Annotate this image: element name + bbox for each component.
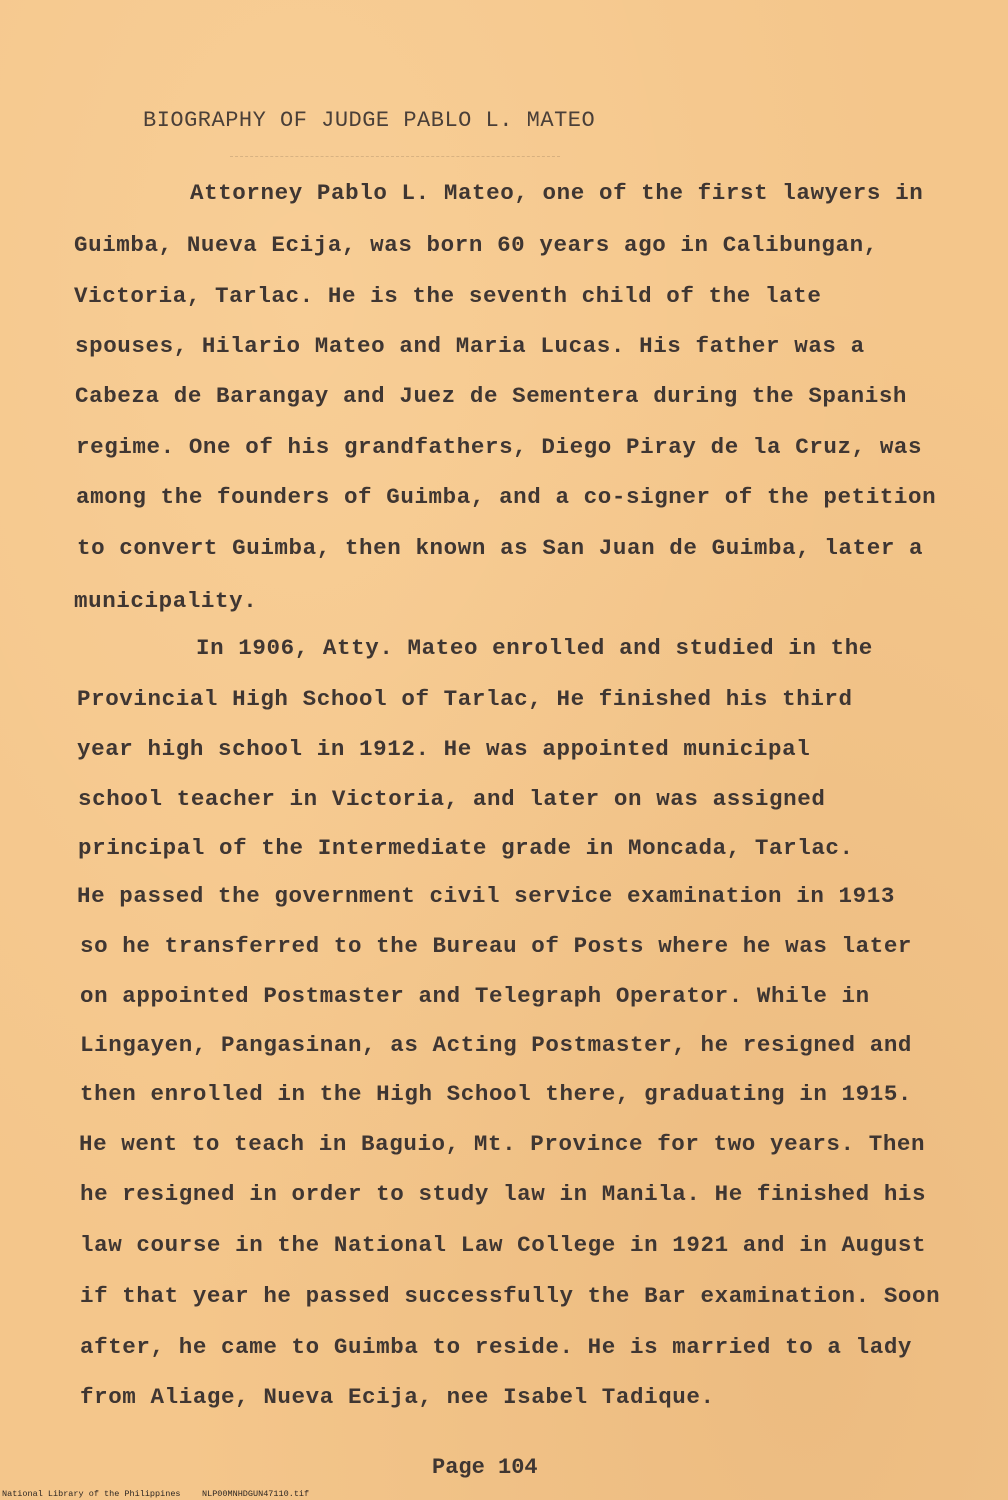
- text-line: He went to teach in Baguio, Mt. Province for two years. Then: [79, 1131, 926, 1157]
- text-line: law course in the National Law College in 1921 and in August: [80, 1232, 927, 1258]
- text-line: In 1906, Atty. Mateo enrolled and studied in the: [196, 635, 873, 661]
- title-underline: [230, 156, 560, 157]
- text-line: so he transferred to the Bureau of Posts where he was later: [80, 933, 913, 959]
- text-line: spouses, Hilario Mateo and Maria Lucas. His father was a: [75, 333, 865, 359]
- text-line: Provincial High School of Tarlac, He finished his third: [77, 686, 853, 712]
- text-line: Guimba, Nueva Ecija, was born 60 years ago in Calibungan,: [74, 232, 878, 258]
- text-line: after, he came to Guimba to reside. He is married to a lady: [80, 1334, 913, 1360]
- text-line: if that year he passed successfully the Bar examination. Soon: [80, 1283, 941, 1309]
- text-line: He passed the government civil service examination in 1913: [77, 883, 895, 909]
- text-line: then enrolled in the High School there, graduating in 1915.: [80, 1081, 913, 1107]
- text-line: regime. One of his grandfathers, Diego Piray de la Cruz, was: [76, 434, 923, 460]
- text-line: year high school in 1912. He was appointed municipal: [77, 736, 811, 762]
- footer-source-label: National Library of the Philippines: [2, 1489, 181, 1499]
- document-title: BIOGRAPHY OF JUDGE PABLO L. MATEO: [143, 108, 596, 133]
- text-line: school teacher in Victoria, and later on was assigned: [78, 786, 826, 812]
- text-line: Attorney Pablo L. Mateo, one of the first lawyers in: [190, 180, 924, 206]
- page-number: Page 104: [432, 1455, 538, 1480]
- text-line: Cabeza de Barangay and Juez de Sementera during the Spanish: [75, 383, 908, 409]
- text-line: Victoria, Tarlac. He is the seventh child of the late: [74, 283, 822, 309]
- text-line: Lingayen, Pangasinan, as Acting Postmaster, he resigned and: [80, 1032, 913, 1058]
- text-line: municipality.: [74, 588, 258, 614]
- text-line: to convert Guimba, then known as San Juan de Guimba, later a: [77, 535, 924, 561]
- text-line: principal of the Intermediate grade in Moncada, Tarlac.: [78, 835, 854, 861]
- text-line: among the founders of Guimba, and a co-signer of the petition: [76, 484, 937, 510]
- text-line: from Aliage, Nueva Ecija, nee Isabel Tadique.: [80, 1384, 715, 1410]
- text-line: he resigned in order to study law in Manila. He finished his: [80, 1181, 927, 1207]
- footer-filename: NLP00MNHDGUN47110.tif: [202, 1489, 310, 1499]
- text-line: on appointed Postmaster and Telegraph Operator. While in: [80, 983, 870, 1009]
